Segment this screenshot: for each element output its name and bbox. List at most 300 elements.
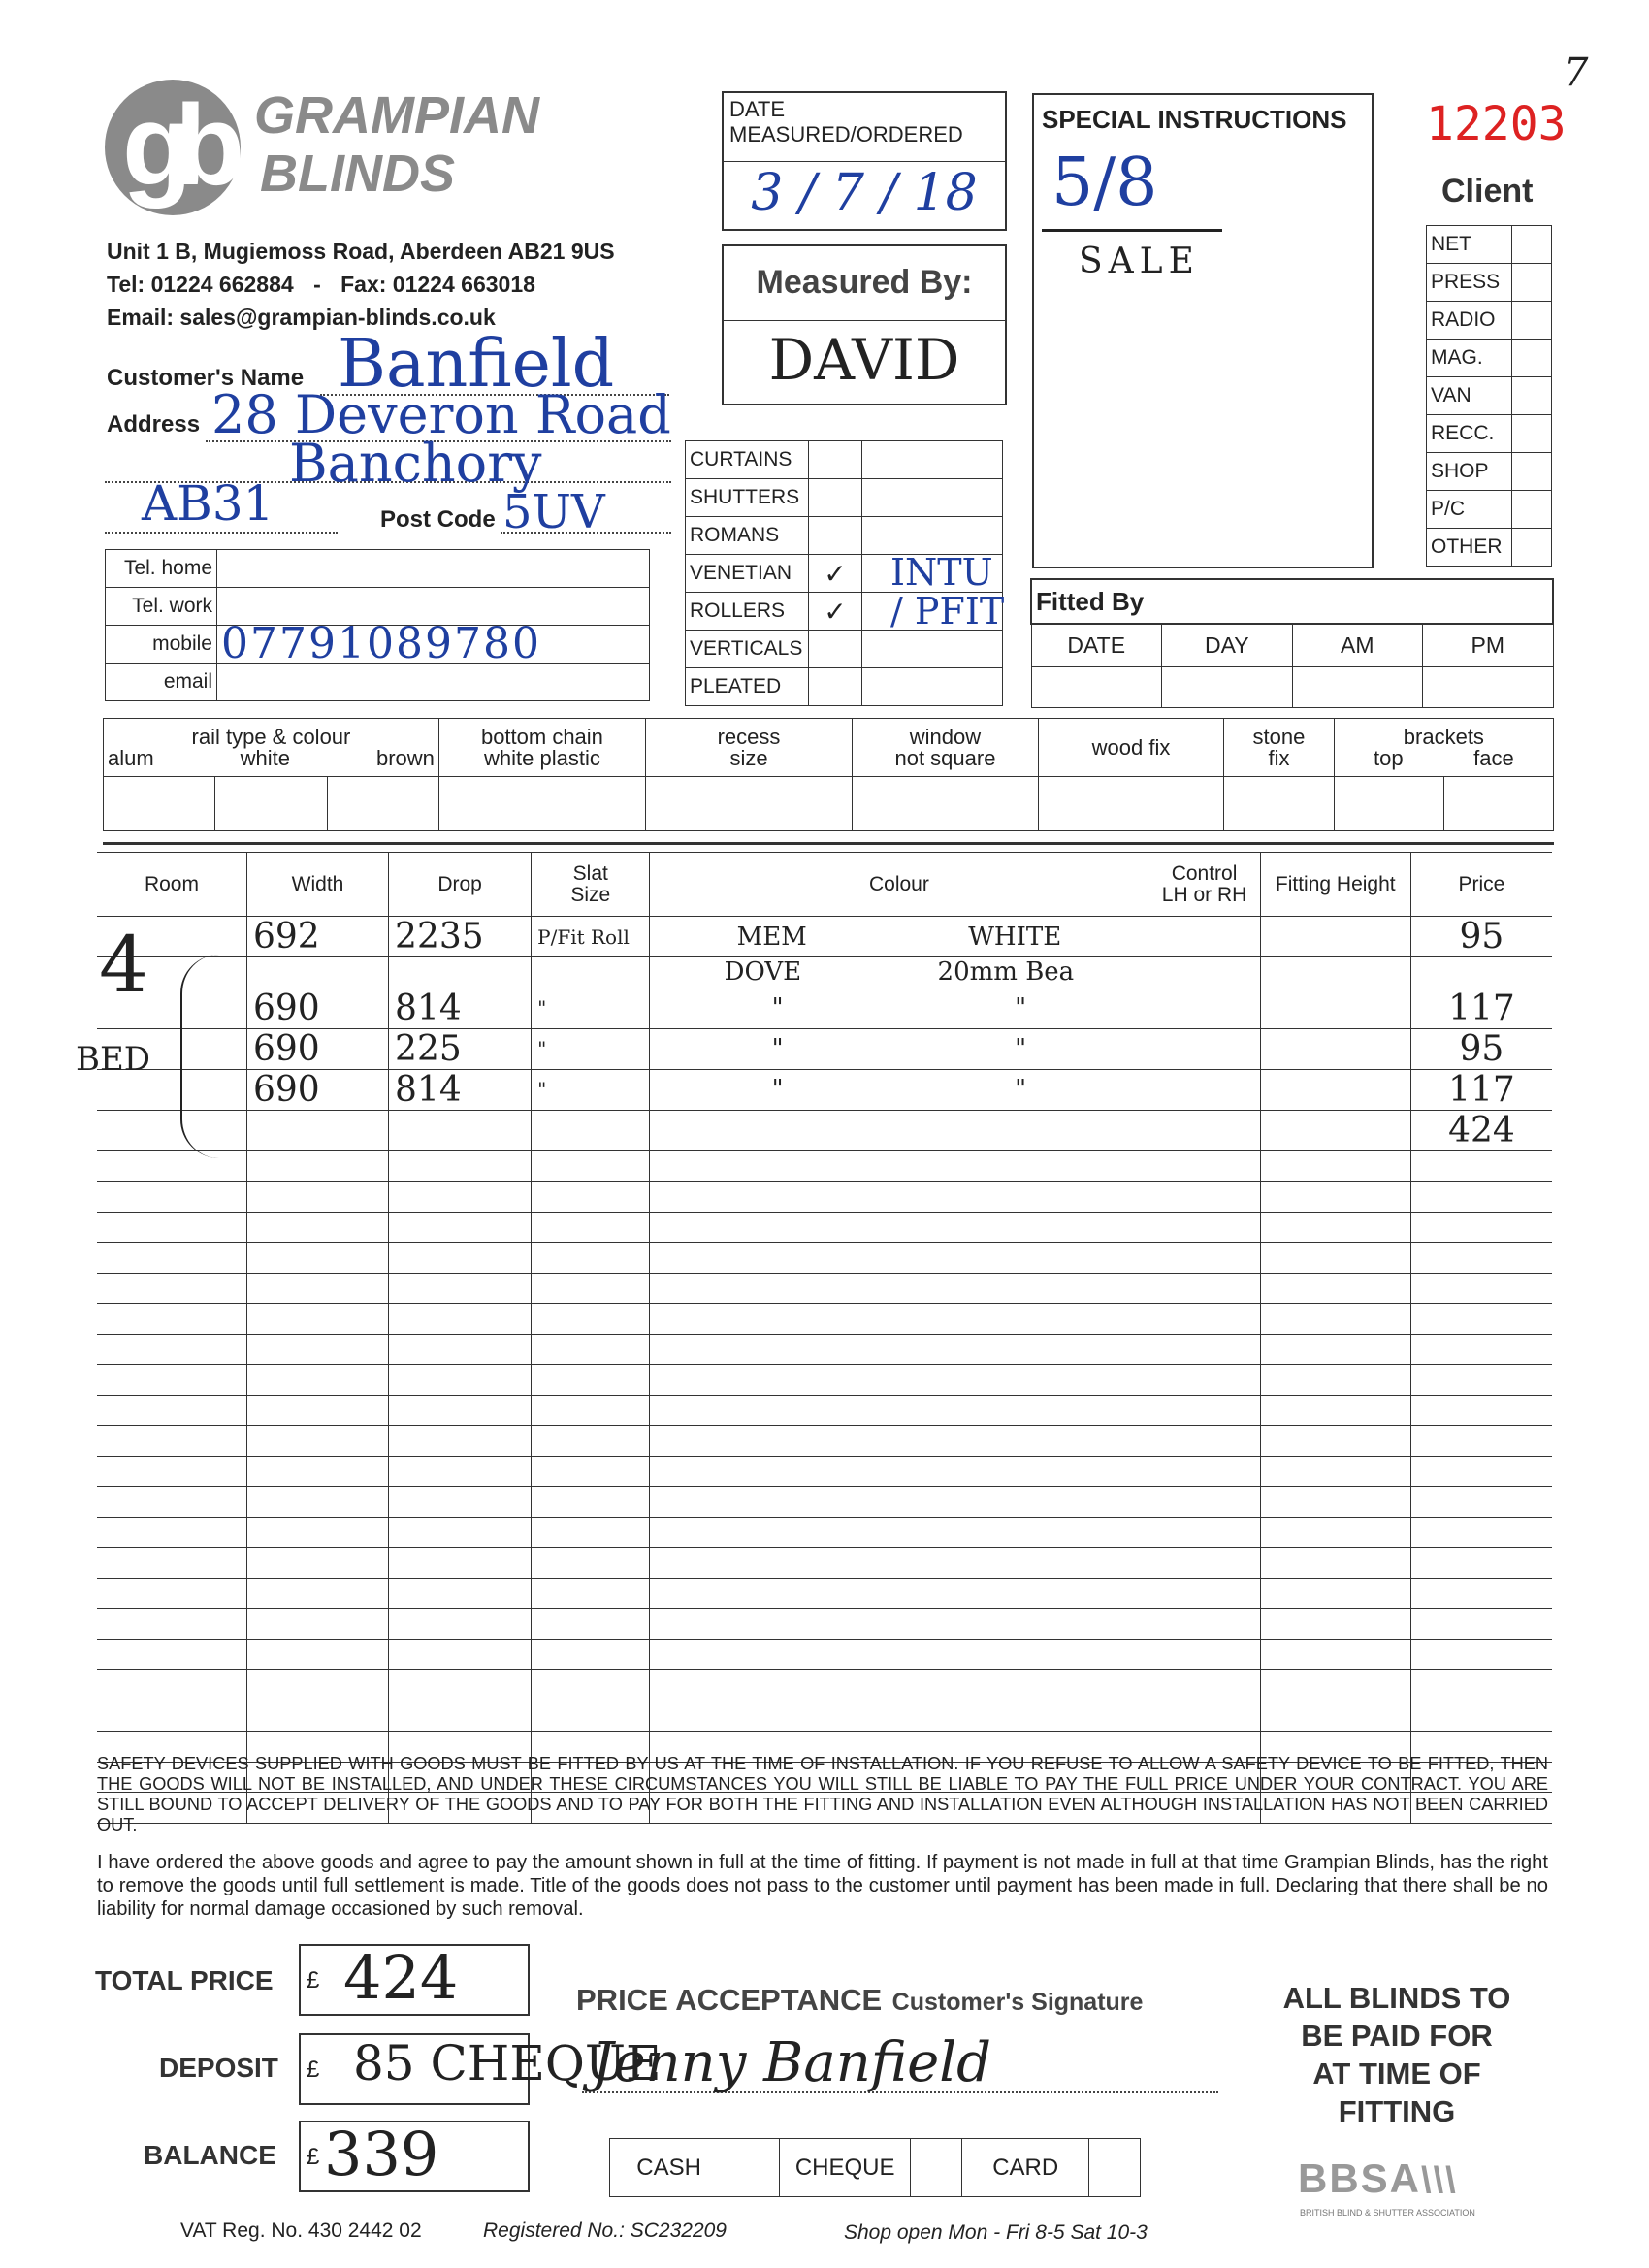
item-fitting-cell[interactable]: [1260, 1150, 1410, 1182]
item-control-cell[interactable]: [1148, 1212, 1260, 1243]
item-price-cell[interactable]: [1410, 1243, 1552, 1274]
item-room-cell[interactable]: [97, 1182, 246, 1213]
cheque-box[interactable]: [911, 2139, 962, 2197]
item-fitting-cell[interactable]: [1260, 1110, 1410, 1150]
item-control-cell[interactable]: [1148, 1028, 1260, 1069]
item-control-cell[interactable]: [1148, 1110, 1260, 1150]
item-drop-cell[interactable]: [389, 1212, 532, 1243]
item-width-cell[interactable]: [246, 1701, 388, 1732]
item-width-cell[interactable]: [246, 1548, 388, 1579]
item-control-cell[interactable]: [1148, 917, 1260, 957]
item-price-cell[interactable]: [1410, 957, 1552, 988]
item-width-cell[interactable]: [246, 1517, 388, 1548]
item-price-cell[interactable]: [1410, 1182, 1552, 1213]
total-box: [299, 1944, 530, 2016]
item-control-cell[interactable]: [1148, 1609, 1260, 1640]
item-drop-cell[interactable]: 2235: [389, 917, 532, 957]
item-drop-cell[interactable]: [389, 1578, 532, 1609]
item-room-cell[interactable]: [97, 1517, 246, 1548]
item-colour-cell[interactable]: [650, 1426, 1148, 1457]
item-fitting-cell[interactable]: [1260, 1639, 1410, 1670]
table-row: [97, 1487, 1552, 1518]
phone-table: [105, 549, 650, 701]
item-fitting-cell[interactable]: [1260, 1304, 1410, 1335]
item-price-cell[interactable]: [1410, 1701, 1552, 1732]
fitted-day-header: DAY: [1162, 624, 1293, 666]
item-drop-cell[interactable]: [389, 1395, 532, 1426]
item-slat-cell[interactable]: [532, 1150, 650, 1182]
item-colour-cell[interactable]: [650, 957, 1148, 988]
company-name-line1: GRAMPIAN: [254, 86, 539, 145]
item-drop-cell[interactable]: [389, 1110, 532, 1150]
table-row: [97, 1069, 1552, 1110]
item-colour-cell[interactable]: [650, 1578, 1148, 1609]
item-price-cell[interactable]: [1410, 1395, 1552, 1426]
item-fitting-cell[interactable]: [1260, 1487, 1410, 1518]
phone-value[interactable]: [217, 550, 650, 588]
item-drop-cell[interactable]: [389, 1456, 532, 1487]
item-control-cell[interactable]: [1148, 1517, 1260, 1548]
item-colour-cell[interactable]: [650, 1243, 1148, 1274]
client-option-box[interactable]: [1511, 491, 1551, 529]
item-slat-cell[interactable]: [532, 1548, 650, 1579]
item-price-cell[interactable]: [1410, 1304, 1552, 1335]
company-email: Email: sales@grampian-blinds.co.uk: [107, 305, 496, 330]
item-slat-cell[interactable]: [532, 1517, 650, 1548]
table-row: [97, 1609, 1552, 1640]
item-width-cell[interactable]: [246, 1304, 388, 1335]
fitting-header: Fitting Height: [1260, 853, 1410, 917]
item-control-cell[interactable]: [1148, 1701, 1260, 1732]
item-fitting-cell[interactable]: [1260, 1395, 1410, 1426]
item-colour-cell[interactable]: [650, 1365, 1148, 1396]
item-colour-2: ": [1015, 993, 1027, 1022]
client-row: [1427, 377, 1552, 415]
item-width-cell[interactable]: [246, 1334, 388, 1365]
item-control-cell[interactable]: [1148, 1150, 1260, 1182]
stone-header-2: fix: [1268, 745, 1290, 770]
special-instructions-line1: 5/8: [1051, 145, 1158, 221]
bracket-face-cell[interactable]: [1443, 777, 1553, 831]
item-slat-cell[interactable]: [532, 1639, 650, 1670]
item-colour-cell[interactable]: [650, 1273, 1148, 1304]
product-note-cell: [862, 479, 1003, 517]
item-colour-cell[interactable]: [650, 1069, 1148, 1110]
item-slat-cell[interactable]: [532, 1456, 650, 1487]
item-drop-cell[interactable]: [389, 1243, 532, 1274]
table-row: [97, 1243, 1552, 1274]
item-room-cell[interactable]: [97, 1150, 246, 1182]
logo-mark: [105, 80, 241, 215]
item-room-cell[interactable]: [97, 1273, 246, 1304]
table-row: [97, 1456, 1552, 1487]
item-room-cell[interactable]: [97, 1456, 246, 1487]
item-width-cell[interactable]: [246, 1150, 388, 1182]
item-control-cell[interactable]: [1148, 1304, 1260, 1335]
product-note-cell: [862, 441, 1003, 479]
item-price-cell[interactable]: 117: [1410, 988, 1552, 1028]
phone-value[interactable]: 07791089780: [217, 626, 650, 664]
item-room-cell[interactable]: [97, 1243, 246, 1274]
table-row: [97, 1110, 1552, 1150]
item-width-cell[interactable]: [246, 1670, 388, 1701]
item-colour-cell[interactable]: [650, 1639, 1148, 1670]
item-drop-cell[interactable]: [389, 1426, 532, 1457]
item-colour-cell[interactable]: [650, 1334, 1148, 1365]
company-address: Unit 1 B, Mugiemoss Road, Aberdeen AB21 9US: [107, 239, 615, 264]
item-room-cell[interactable]: [97, 1426, 246, 1457]
item-room-cell[interactable]: [97, 1365, 246, 1396]
item-price-cell[interactable]: [1410, 1456, 1552, 1487]
phone-label: email: [106, 664, 217, 701]
item-drop-cell[interactable]: [389, 957, 532, 988]
item-control-cell[interactable]: [1148, 1456, 1260, 1487]
item-price-cell[interactable]: 424: [1410, 1110, 1552, 1150]
item-colour-cell[interactable]: [650, 1304, 1148, 1335]
item-fitting-cell[interactable]: [1260, 1243, 1410, 1274]
client-option-label: VAN: [1427, 377, 1512, 415]
stone-cell[interactable]: [1224, 777, 1335, 831]
item-control-cell[interactable]: [1148, 988, 1260, 1028]
item-price-cell[interactable]: [1410, 1548, 1552, 1579]
item-width-cell[interactable]: [246, 1273, 388, 1304]
product-label: VENETIAN: [686, 555, 809, 593]
width-header: Width: [246, 853, 388, 917]
postcode-label: Post Code: [380, 506, 496, 533]
item-drop-cell[interactable]: [389, 1150, 532, 1182]
item-width-cell[interactable]: [246, 1365, 388, 1396]
item-drop-cell[interactable]: 225: [389, 1028, 532, 1069]
item-fitting-cell[interactable]: [1260, 1701, 1410, 1732]
item-room-cell[interactable]: [97, 1334, 246, 1365]
client-option-box[interactable]: [1511, 226, 1551, 264]
item-fitting-cell[interactable]: [1260, 1182, 1410, 1213]
item-control-cell[interactable]: [1148, 1548, 1260, 1579]
item-price-cell[interactable]: [1410, 1487, 1552, 1518]
white-header: white: [240, 745, 290, 770]
item-control-cell[interactable]: [1148, 1365, 1260, 1396]
item-slat-cell[interactable]: [532, 1395, 650, 1426]
item-fitting-cell[interactable]: [1260, 1578, 1410, 1609]
payment-notice: [1261, 1979, 1533, 2130]
window-cell[interactable]: [853, 777, 1039, 831]
item-fitting-cell[interactable]: [1260, 1028, 1410, 1069]
item-price-cell[interactable]: [1410, 1273, 1552, 1304]
product-row: [686, 479, 1003, 517]
client-row: [1427, 302, 1552, 340]
card-box[interactable]: [1089, 2139, 1141, 2197]
control-header-2: LH or RH: [1161, 883, 1247, 906]
item-slat-cell[interactable]: [532, 1609, 650, 1640]
item-slat-cell[interactable]: [532, 1578, 650, 1609]
item-slat-cell[interactable]: [532, 1273, 650, 1304]
item-colour-cell[interactable]: [650, 1701, 1148, 1732]
item-width-cell[interactable]: [246, 1395, 388, 1426]
item-control-cell[interactable]: [1148, 1243, 1260, 1274]
item-width-cell[interactable]: [246, 1426, 388, 1457]
phone-value[interactable]: [217, 664, 650, 701]
product-check-box[interactable]: ✓: [809, 593, 862, 631]
fitted-date-cell[interactable]: [1031, 666, 1162, 707]
item-fitting-cell[interactable]: [1260, 1273, 1410, 1304]
item-colour-cell[interactable]: [650, 1487, 1148, 1518]
product-row: [686, 441, 1003, 479]
product-check-box[interactable]: [809, 668, 862, 706]
fitted-day-cell[interactable]: [1162, 666, 1293, 707]
room-note-text: BED: [76, 1040, 151, 1079]
drop-header: Drop: [389, 853, 532, 917]
room-header: Room: [97, 853, 246, 917]
cash-box[interactable]: [728, 2139, 780, 2197]
item-width-cell[interactable]: [246, 1456, 388, 1487]
item-room-cell[interactable]: [97, 1639, 246, 1670]
client-option-box[interactable]: [1511, 302, 1551, 340]
fitted-pm-cell[interactable]: [1423, 666, 1554, 707]
item-control-cell[interactable]: [1148, 1487, 1260, 1518]
wood-cell[interactable]: [1038, 777, 1223, 831]
client-option-box[interactable]: [1511, 453, 1551, 491]
item-drop-cell[interactable]: 814: [389, 1069, 532, 1110]
item-slat-cell[interactable]: P/Fit Roll: [532, 917, 650, 957]
item-price-cell[interactable]: [1410, 1365, 1552, 1396]
item-price-cell[interactable]: 95: [1410, 917, 1552, 957]
item-width-cell[interactable]: 690: [246, 988, 388, 1028]
client-option-box[interactable]: [1511, 264, 1551, 302]
item-slat-cell[interactable]: [532, 1426, 650, 1457]
item-colour-cell[interactable]: [650, 1548, 1148, 1579]
item-slat-cell[interactable]: [532, 1182, 650, 1213]
item-fitting-cell[interactable]: [1260, 1456, 1410, 1487]
item-price-cell[interactable]: [1410, 1150, 1552, 1182]
item-drop-cell[interactable]: [389, 1365, 532, 1396]
item-slat-cell[interactable]: [532, 957, 650, 988]
client-option-box[interactable]: [1511, 529, 1551, 567]
item-room-cell[interactable]: [97, 1548, 246, 1579]
item-fitting-cell[interactable]: [1260, 1334, 1410, 1365]
item-price-cell[interactable]: [1410, 1517, 1552, 1548]
item-room-cell[interactable]: [97, 1670, 246, 1701]
item-width-cell[interactable]: 692: [246, 917, 388, 957]
phone-label: mobile: [106, 626, 217, 664]
client-option-label: OTHER: [1427, 529, 1512, 567]
client-option-box[interactable]: [1511, 415, 1551, 453]
item-drop-cell[interactable]: [389, 1273, 532, 1304]
item-room-cell[interactable]: [97, 1304, 246, 1335]
company-fax: Fax: 01224 663018: [340, 272, 535, 297]
bracket-top-cell[interactable]: [1334, 777, 1443, 831]
fitted-am-header: AM: [1292, 624, 1423, 666]
item-colour-cell[interactable]: [650, 1395, 1148, 1426]
item-control-cell[interactable]: [1148, 1182, 1260, 1213]
item-drop-cell[interactable]: [389, 1639, 532, 1670]
client-option-box[interactable]: [1511, 377, 1551, 415]
item-slat-cell[interactable]: [532, 1670, 650, 1701]
item-room-cell[interactable]: [97, 1487, 246, 1518]
item-fitting-cell[interactable]: [1260, 917, 1410, 957]
product-label: PLEATED: [686, 668, 809, 706]
item-width-cell[interactable]: [246, 1212, 388, 1243]
balance-box: [299, 2121, 530, 2192]
cheque-label: CHEQUE: [779, 2139, 911, 2197]
item-fitting-cell[interactable]: [1260, 1609, 1410, 1640]
item-colour-cell[interactable]: [650, 1456, 1148, 1487]
item-slat-cell[interactable]: [532, 1110, 650, 1150]
item-fitting-cell[interactable]: [1260, 1365, 1410, 1396]
item-price-cell[interactable]: 95: [1410, 1028, 1552, 1069]
address-line1-value[interactable]: 28 Deveron Road: [211, 384, 671, 445]
item-slat-cell[interactable]: [532, 1487, 650, 1518]
product-check-box[interactable]: ✓: [809, 555, 862, 593]
item-price-cell[interactable]: [1410, 1609, 1552, 1640]
item-fitting-cell[interactable]: [1260, 1069, 1410, 1110]
item-drop-cell[interactable]: [389, 1182, 532, 1213]
chain-cell[interactable]: [438, 777, 645, 831]
item-colour-cell[interactable]: [650, 1670, 1148, 1701]
item-drop-cell[interactable]: [389, 1487, 532, 1518]
client-option-label: P/C: [1427, 491, 1512, 529]
item-control-cell[interactable]: [1148, 957, 1260, 988]
customer-name[interactable]: Banfield: [338, 326, 615, 403]
item-drop-cell[interactable]: [389, 1701, 532, 1732]
table-row: [97, 1365, 1552, 1396]
table-row: [97, 1182, 1552, 1213]
item-width-cell[interactable]: [246, 1578, 388, 1609]
item-price-cell[interactable]: [1410, 1639, 1552, 1670]
item-colour-cell[interactable]: [650, 1150, 1148, 1182]
item-colour-cell[interactable]: [650, 1609, 1148, 1640]
item-colour-cell[interactable]: [650, 917, 1148, 957]
item-colour-cell[interactable]: [650, 988, 1148, 1028]
table-row: [97, 1639, 1552, 1670]
fitted-am-cell[interactable]: [1292, 666, 1423, 707]
brackets-header: brackets: [1403, 724, 1484, 749]
item-slat-cell[interactable]: [532, 1212, 650, 1243]
item-room-cell[interactable]: [97, 1609, 246, 1640]
product-check-box[interactable]: [809, 441, 862, 479]
table-row: [97, 1304, 1552, 1335]
item-width-cell[interactable]: 690: [246, 1028, 388, 1069]
fitted-by-label: Fitted By: [1036, 586, 1145, 616]
item-price-cell[interactable]: [1410, 1212, 1552, 1243]
item-control-cell[interactable]: [1148, 1273, 1260, 1304]
item-fitting-cell[interactable]: [1260, 1426, 1410, 1457]
white-cell[interactable]: [215, 777, 327, 831]
table-row: [97, 1670, 1552, 1701]
item-drop-cell[interactable]: 814: [389, 988, 532, 1028]
total-value[interactable]: 424: [343, 1942, 459, 2013]
product-check-box[interactable]: [809, 479, 862, 517]
alum-cell[interactable]: [104, 777, 215, 831]
item-fitting-cell[interactable]: [1260, 1212, 1410, 1243]
table-row: [97, 1578, 1552, 1609]
safety-text: SAFETY DEVICES SUPPLIED WITH GOODS MUST BE FITTED BY US AT THE TIME OF INSTALLATION. IF YOU REFUSE TO ALLOW A SAFETY DEVICE TO BE FITTED, THEN THE GOODS WILL NOT BE INSTALLED, AND UNDER THESE CIRCUMSTANCES YOU WILL STILL BE LIABLE TO PAY THE FULL PRICE UNDER YOUR CONTRACT. YOU ARE STILL BOUND TO ACCEPT DELIVERY OF THE GOODS AND TO PAY FOR BOTH THE FITTING AND INSTALLATION EVEN ALTHOUGH INSTALLATION HAS NOT BEEN CARRIED OUT.: [97, 1754, 1548, 1834]
item-width-cell[interactable]: [246, 1609, 388, 1640]
address-line3-value[interactable]: AB31: [142, 475, 275, 532]
item-colour-cell[interactable]: [650, 1517, 1148, 1548]
item-slat-cell[interactable]: [532, 1243, 650, 1274]
item-control-cell[interactable]: [1148, 1670, 1260, 1701]
client-option-box[interactable]: [1511, 340, 1551, 377]
deposit-value[interactable]: 85 CHEQUE: [353, 2035, 662, 2091]
items-table: [97, 852, 1552, 1824]
item-drop-cell[interactable]: [389, 1609, 532, 1640]
item-room-cell[interactable]: [97, 1110, 246, 1150]
item-colour-cell[interactable]: [650, 1028, 1148, 1069]
item-fitting-cell[interactable]: [1260, 1517, 1410, 1548]
item-width-cell[interactable]: [246, 1182, 388, 1213]
item-width-cell[interactable]: [246, 957, 388, 988]
product-note-cell: [862, 668, 1003, 706]
item-width-cell[interactable]: [246, 1110, 388, 1150]
item-price-cell[interactable]: [1410, 1334, 1552, 1365]
item-colour-cell[interactable]: [650, 1182, 1148, 1213]
item-width-cell[interactable]: 690: [246, 1069, 388, 1110]
item-price-cell[interactable]: [1410, 1578, 1552, 1609]
item-width-cell[interactable]: [246, 1243, 388, 1274]
item-slat-cell[interactable]: [532, 1334, 650, 1365]
item-colour-cell[interactable]: [650, 1212, 1148, 1243]
product-check-box[interactable]: [809, 631, 862, 668]
item-room-cell[interactable]: [97, 1395, 246, 1426]
item-room-cell[interactable]: [97, 1578, 246, 1609]
item-colour-cell[interactable]: [650, 1110, 1148, 1150]
item-room-cell[interactable]: [97, 1701, 246, 1732]
phone-row: [106, 664, 650, 701]
window-header-2: not square: [894, 745, 996, 770]
item-fitting-cell[interactable]: [1260, 1670, 1410, 1701]
item-control-cell[interactable]: [1148, 1334, 1260, 1365]
postcode-value[interactable]: 5UV: [502, 485, 605, 539]
item-price-cell[interactable]: 117: [1410, 1069, 1552, 1110]
item-room-cell[interactable]: [97, 1212, 246, 1243]
address-line2-value[interactable]: Banchory: [289, 433, 542, 494]
item-drop-cell[interactable]: [389, 1304, 532, 1335]
recess-cell[interactable]: [645, 777, 852, 831]
item-width-cell[interactable]: [246, 1639, 388, 1670]
brown-cell[interactable]: [327, 777, 438, 831]
item-drop-cell[interactable]: [389, 1670, 532, 1701]
notice-line-1: ALL BLINDS TO: [1282, 1981, 1511, 2015]
footer-registered: Registered No.: SC232209: [483, 2219, 727, 2242]
item-control-cell[interactable]: [1148, 1069, 1260, 1110]
item-control-cell[interactable]: [1148, 1578, 1260, 1609]
date-label-line2: MEASURED/ORDERED: [729, 122, 963, 146]
item-width-cell[interactable]: [246, 1487, 388, 1518]
item-slat-cell[interactable]: ": [532, 1028, 650, 1069]
item-price-cell[interactable]: [1410, 1670, 1552, 1701]
item-fitting-cell[interactable]: [1260, 1548, 1410, 1579]
cash-label: CASH: [610, 2139, 728, 2197]
item-drop-cell[interactable]: [389, 1517, 532, 1548]
item-slat-cell[interactable]: ": [532, 1069, 650, 1110]
item-slat-cell[interactable]: ": [532, 988, 650, 1028]
balance-value[interactable]: 339: [324, 2119, 439, 2189]
item-control-cell[interactable]: [1148, 1426, 1260, 1457]
item-control-cell[interactable]: [1148, 1395, 1260, 1426]
item-slat-cell[interactable]: [532, 1365, 650, 1396]
item-control-cell[interactable]: [1148, 1639, 1260, 1670]
item-fitting-cell[interactable]: [1260, 957, 1410, 988]
item-price-cell[interactable]: [1410, 1426, 1552, 1457]
product-check-box[interactable]: [809, 517, 862, 555]
item-slat-cell[interactable]: [532, 1304, 650, 1335]
item-drop-cell[interactable]: [389, 1334, 532, 1365]
product-label: ROMANS: [686, 517, 809, 555]
table-row: [97, 1028, 1552, 1069]
item-fitting-cell[interactable]: [1260, 988, 1410, 1028]
item-slat-cell[interactable]: [532, 1701, 650, 1732]
item-drop-cell[interactable]: [389, 1548, 532, 1579]
